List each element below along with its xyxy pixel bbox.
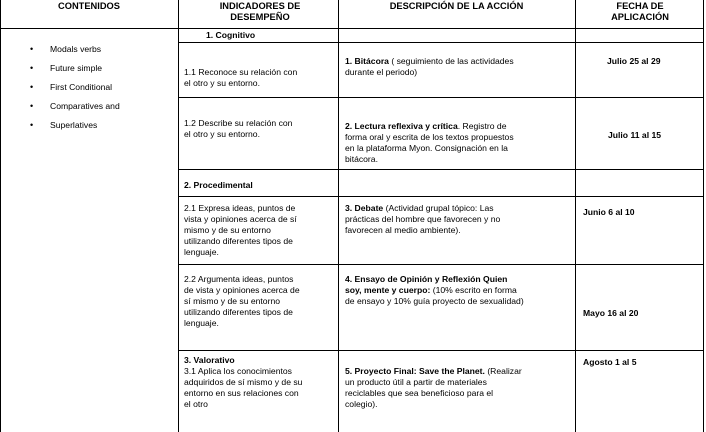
section-procedimental: 2. Procedimental xyxy=(184,180,253,190)
header-contenidos: CONTENIDOS xyxy=(58,1,120,11)
header-indicadores: INDICADORES DE DESEMPEÑO xyxy=(219,1,301,22)
accion-debate: 3. Debate (Actividad grupal tópico: Las prácticas del hombre que favorecen y no favorecen al medio ambiente). xyxy=(345,203,501,235)
fecha-row-5: Agosto 1 al 5 xyxy=(583,357,637,367)
list-item: • Future simple xyxy=(30,59,120,78)
header-descripcion: DESCRIPCIÓN DE LA ACCIÓN xyxy=(389,1,524,11)
indicador-3-1: 3.1 Aplica los conocimientos adquiridos de sí mismo y de su entorno en sus relaciones con el otro xyxy=(184,366,303,409)
fecha-row-1: Julio 25 al 29 xyxy=(607,56,661,66)
header-fecha: FECHA DE APLICACIÓN xyxy=(611,1,669,22)
column-divider-1 xyxy=(178,0,179,432)
contenidos-list xyxy=(30,40,120,135)
accion-ensayo: 4. Ensayo de Opinión y Reflexión Quien soy, mente y cuerpo: (10% escrito en forma de ensayo y 10% guía proyecto de sexualidad) xyxy=(345,274,524,306)
row-divider-cognitivo xyxy=(178,42,704,43)
accion-proyecto: 5. Proyecto Final: Save the Planet. (Realizar un producto útil a partir de materiales reciclables que sea beneficioso para el colegio). xyxy=(345,366,522,409)
table-border-left xyxy=(0,0,1,432)
fecha-row-4: Mayo 16 al 20 xyxy=(583,308,639,318)
row-divider-1 xyxy=(178,97,704,98)
indicador-2-1: 2.1 Expresa ideas, puntos de vista y opiniones acerca de sí mismo y de su entorno utilizando diferentes tipos de lenguaje. xyxy=(184,203,297,257)
list-item: • First Conditional xyxy=(30,78,120,97)
list-item: • Modals verbs xyxy=(30,40,120,59)
row-divider-procedimental xyxy=(178,196,704,197)
fecha-row-2: Julio 11 al 15 xyxy=(608,130,662,140)
table-border-right xyxy=(703,0,704,432)
section-valorativo: 3. Valorativo xyxy=(184,355,235,365)
indicador-1-1: 1.1 Reconoce su relación con el otro y su entorno. xyxy=(184,67,298,88)
accion-bitacora: 1. Bitácora ( seguimiento de las actividades durante el periodo) xyxy=(345,56,514,77)
row-divider-3 xyxy=(178,264,704,265)
fecha-row-3: Junio 6 al 10 xyxy=(583,207,635,217)
row-divider-2 xyxy=(178,169,704,170)
column-divider-2 xyxy=(338,0,339,432)
header-row-divider xyxy=(0,28,704,29)
column-divider-3 xyxy=(575,0,576,432)
list-item: • Comparatives and xyxy=(30,97,120,116)
accion-lectura: 2. Lectura reflexiva y crítica. Registro de forma oral y escrita de los textos propuestos en la plataforma Myon. Consignación en la bitácora. xyxy=(345,121,514,164)
indicador-1-2: 1.2 Describe su relación con el otro y su entorno. xyxy=(184,118,293,139)
indicador-2-2: 2.2 Argumenta ideas, puntos de vista y opiniones acerca de sí mismo y de su entorno utilizando diferentes tipos de lenguaje. xyxy=(184,274,300,328)
row-divider-4 xyxy=(178,350,704,351)
section-cognitivo: 1. Cognitivo xyxy=(206,30,256,40)
list-item: • Superlatives xyxy=(30,116,120,135)
